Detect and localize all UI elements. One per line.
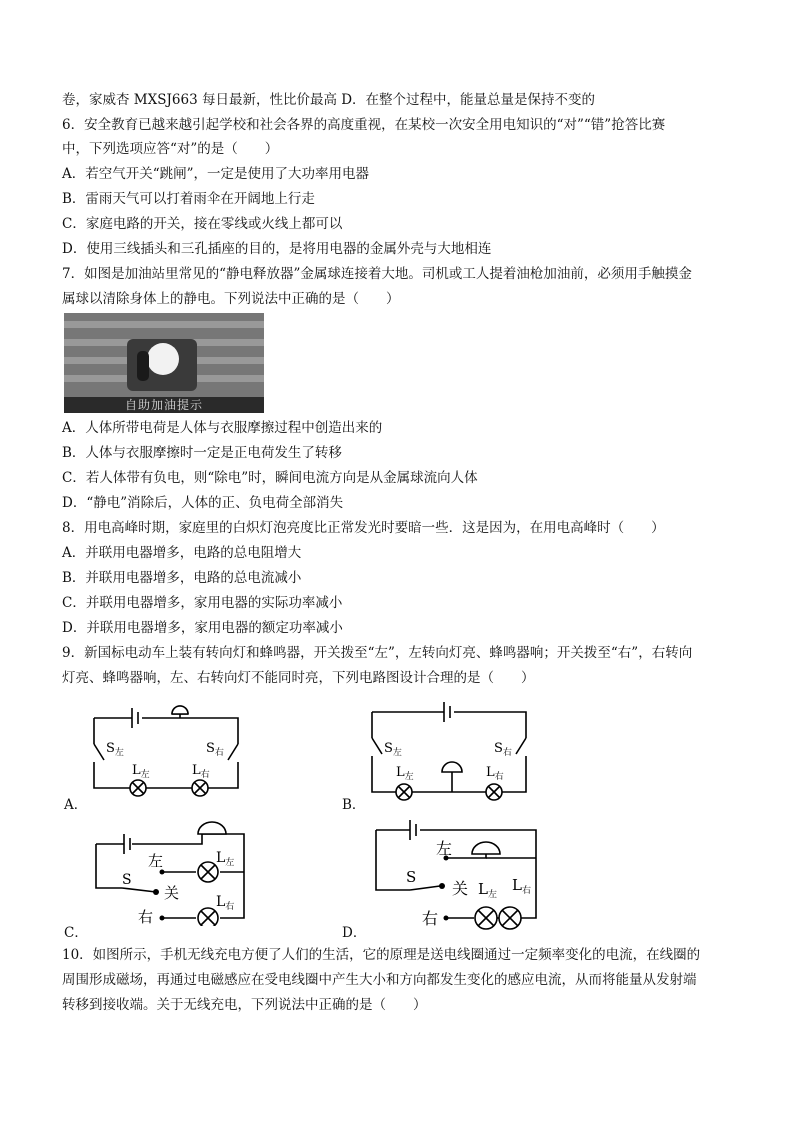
question-7-stem-cont: 属球以清除身体上的静电。下列说法中正确的是（ ）: [62, 291, 400, 307]
svg-text:L左: $L_左$: [478, 880, 497, 900]
question-8-stem: 8．用电高峰时期，家庭里的白炽灯泡亮度比正常发光时要暗一些．这是因为，在用电高峰时（ ）: [62, 520, 665, 536]
svg-text:L右: $L_右$: [216, 894, 235, 912]
svg-text:S右: $S_右$: [206, 741, 224, 758]
question-6-stem-cont: 中，下列选项应答“对”的是（ ）: [62, 141, 279, 157]
option-b-label: B．: [342, 797, 366, 813]
svg-text:L左: $L_左$: [396, 765, 414, 782]
option-a-label: A．: [64, 797, 88, 813]
option-c-label: C．: [64, 925, 88, 941]
question-6-stem: 6．安全教育已越来越引起学校和社会各界的高度重视，在某校一次安全用电知识的“对”“错”抢答比赛: [62, 117, 666, 133]
question-6-option-c: C．家庭电路的开关，接在零线或火线上都可以: [62, 216, 343, 232]
option-d-label: D．: [342, 925, 367, 941]
circuit-diagram-b: [366, 700, 536, 810]
question-8-option-b: B．并联用电器增多，电路的总电流减小: [62, 570, 302, 586]
svg-text:右: 右: [422, 909, 439, 928]
question-7-option-c: C．若人体带有负电，则“除电”时，瞬间电流方向是从金属球流向人体: [62, 470, 478, 486]
svg-text:左: 左: [436, 839, 453, 858]
svg-text:关: 关: [452, 879, 469, 898]
static-release-photo: [64, 313, 264, 413]
svg-text:左: 左: [148, 852, 164, 870]
question-8-option-d: D．并联用电器增多，家用电器的额定功率减小: [62, 620, 343, 636]
svg-text:L左: $L_左$: [216, 850, 235, 868]
photo-caption: 自助加油提示: [64, 397, 264, 413]
question-9-stem-cont: 灯亮、蜂鸣器响，左、右转向灯不能同时亮，下列电路图设计合理的是（ ）: [62, 670, 535, 686]
circuit-diagram-a: [88, 696, 248, 806]
svg-text:S左: $S_左$: [384, 741, 402, 758]
circuit-diagram-d: [370, 820, 550, 930]
svg-text:关: 关: [164, 884, 180, 902]
svg-text:S右: $S_右$: [494, 741, 512, 758]
svg-text:S左: $S_左$: [106, 741, 124, 758]
circuit-diagram-c: [92, 814, 262, 926]
question-10-stem: 10．如图所示，手机无线充电方便了人们的生活，它的原理是送电线圈通过一定频率变化的电流，在线圈的: [62, 947, 701, 963]
svg-text:右: 右: [138, 908, 154, 926]
question-7-option-a: A．人体所带电荷是人体与衣服摩擦过程中创造出来的: [62, 420, 383, 436]
question-7-option-b: B．人体与衣服摩擦时一定是正电荷发生了转移: [62, 445, 342, 461]
question-6-option-b: B．雷雨天气可以打着雨伞在开阔地上行走: [62, 191, 315, 207]
svg-text:S: S: [406, 868, 417, 886]
svg-text:L右: $L_右$: [512, 876, 531, 896]
question-7-option-d: D．“静电”消除后，人体的正、负电荷全部消失: [62, 495, 344, 511]
question-8-option-a: A．并联用电器增多，电路的总电阻增大: [62, 545, 302, 561]
svg-text:S: S: [122, 872, 132, 888]
svg-text:L左: $L_左$: [132, 763, 150, 780]
question-10-stem-cont: 周围形成磁场，再通过电磁感应在受电线圈中产生大小和方向都发生变化的感应电流，从而将能量从发射端: [62, 972, 697, 988]
question-8-option-c: C．并联用电器增多，家用电器的实际功率减小: [62, 595, 343, 611]
question-7-stem: 7．如图是加油站里常见的“静电释放器”金属球连接着大地。司机或工人提着油枪加油前，必须用手触摸金: [62, 266, 692, 282]
text-line: 卷，家威杏 MXSJ663 每日最新，性比价最高 D．在整个过程中，能量总量是保持不变的: [62, 92, 596, 108]
hand-sign-icon: [119, 331, 209, 395]
svg-text:L右: $L_右$: [192, 763, 210, 780]
svg-text:L右: $L_右$: [486, 765, 504, 782]
question-6-option-d: D．使用三线插头和三孔插座的目的，是将用电器的金属外壳与大地相连: [62, 241, 492, 257]
question-6-option-a: A．若空气开关“跳闸”，一定是使用了大功率用电器: [62, 166, 370, 182]
question-9-stem: 9．新国标电动车上装有转向灯和蜂鸣器，开关拨至“左”，左转向灯亮、蜂鸣器响；开关拨至“右”，右转向: [62, 645, 693, 661]
question-10-stem-cont2: 转移到接收端。关于无线充电，下列说法中正确的是（ ）: [62, 997, 427, 1013]
